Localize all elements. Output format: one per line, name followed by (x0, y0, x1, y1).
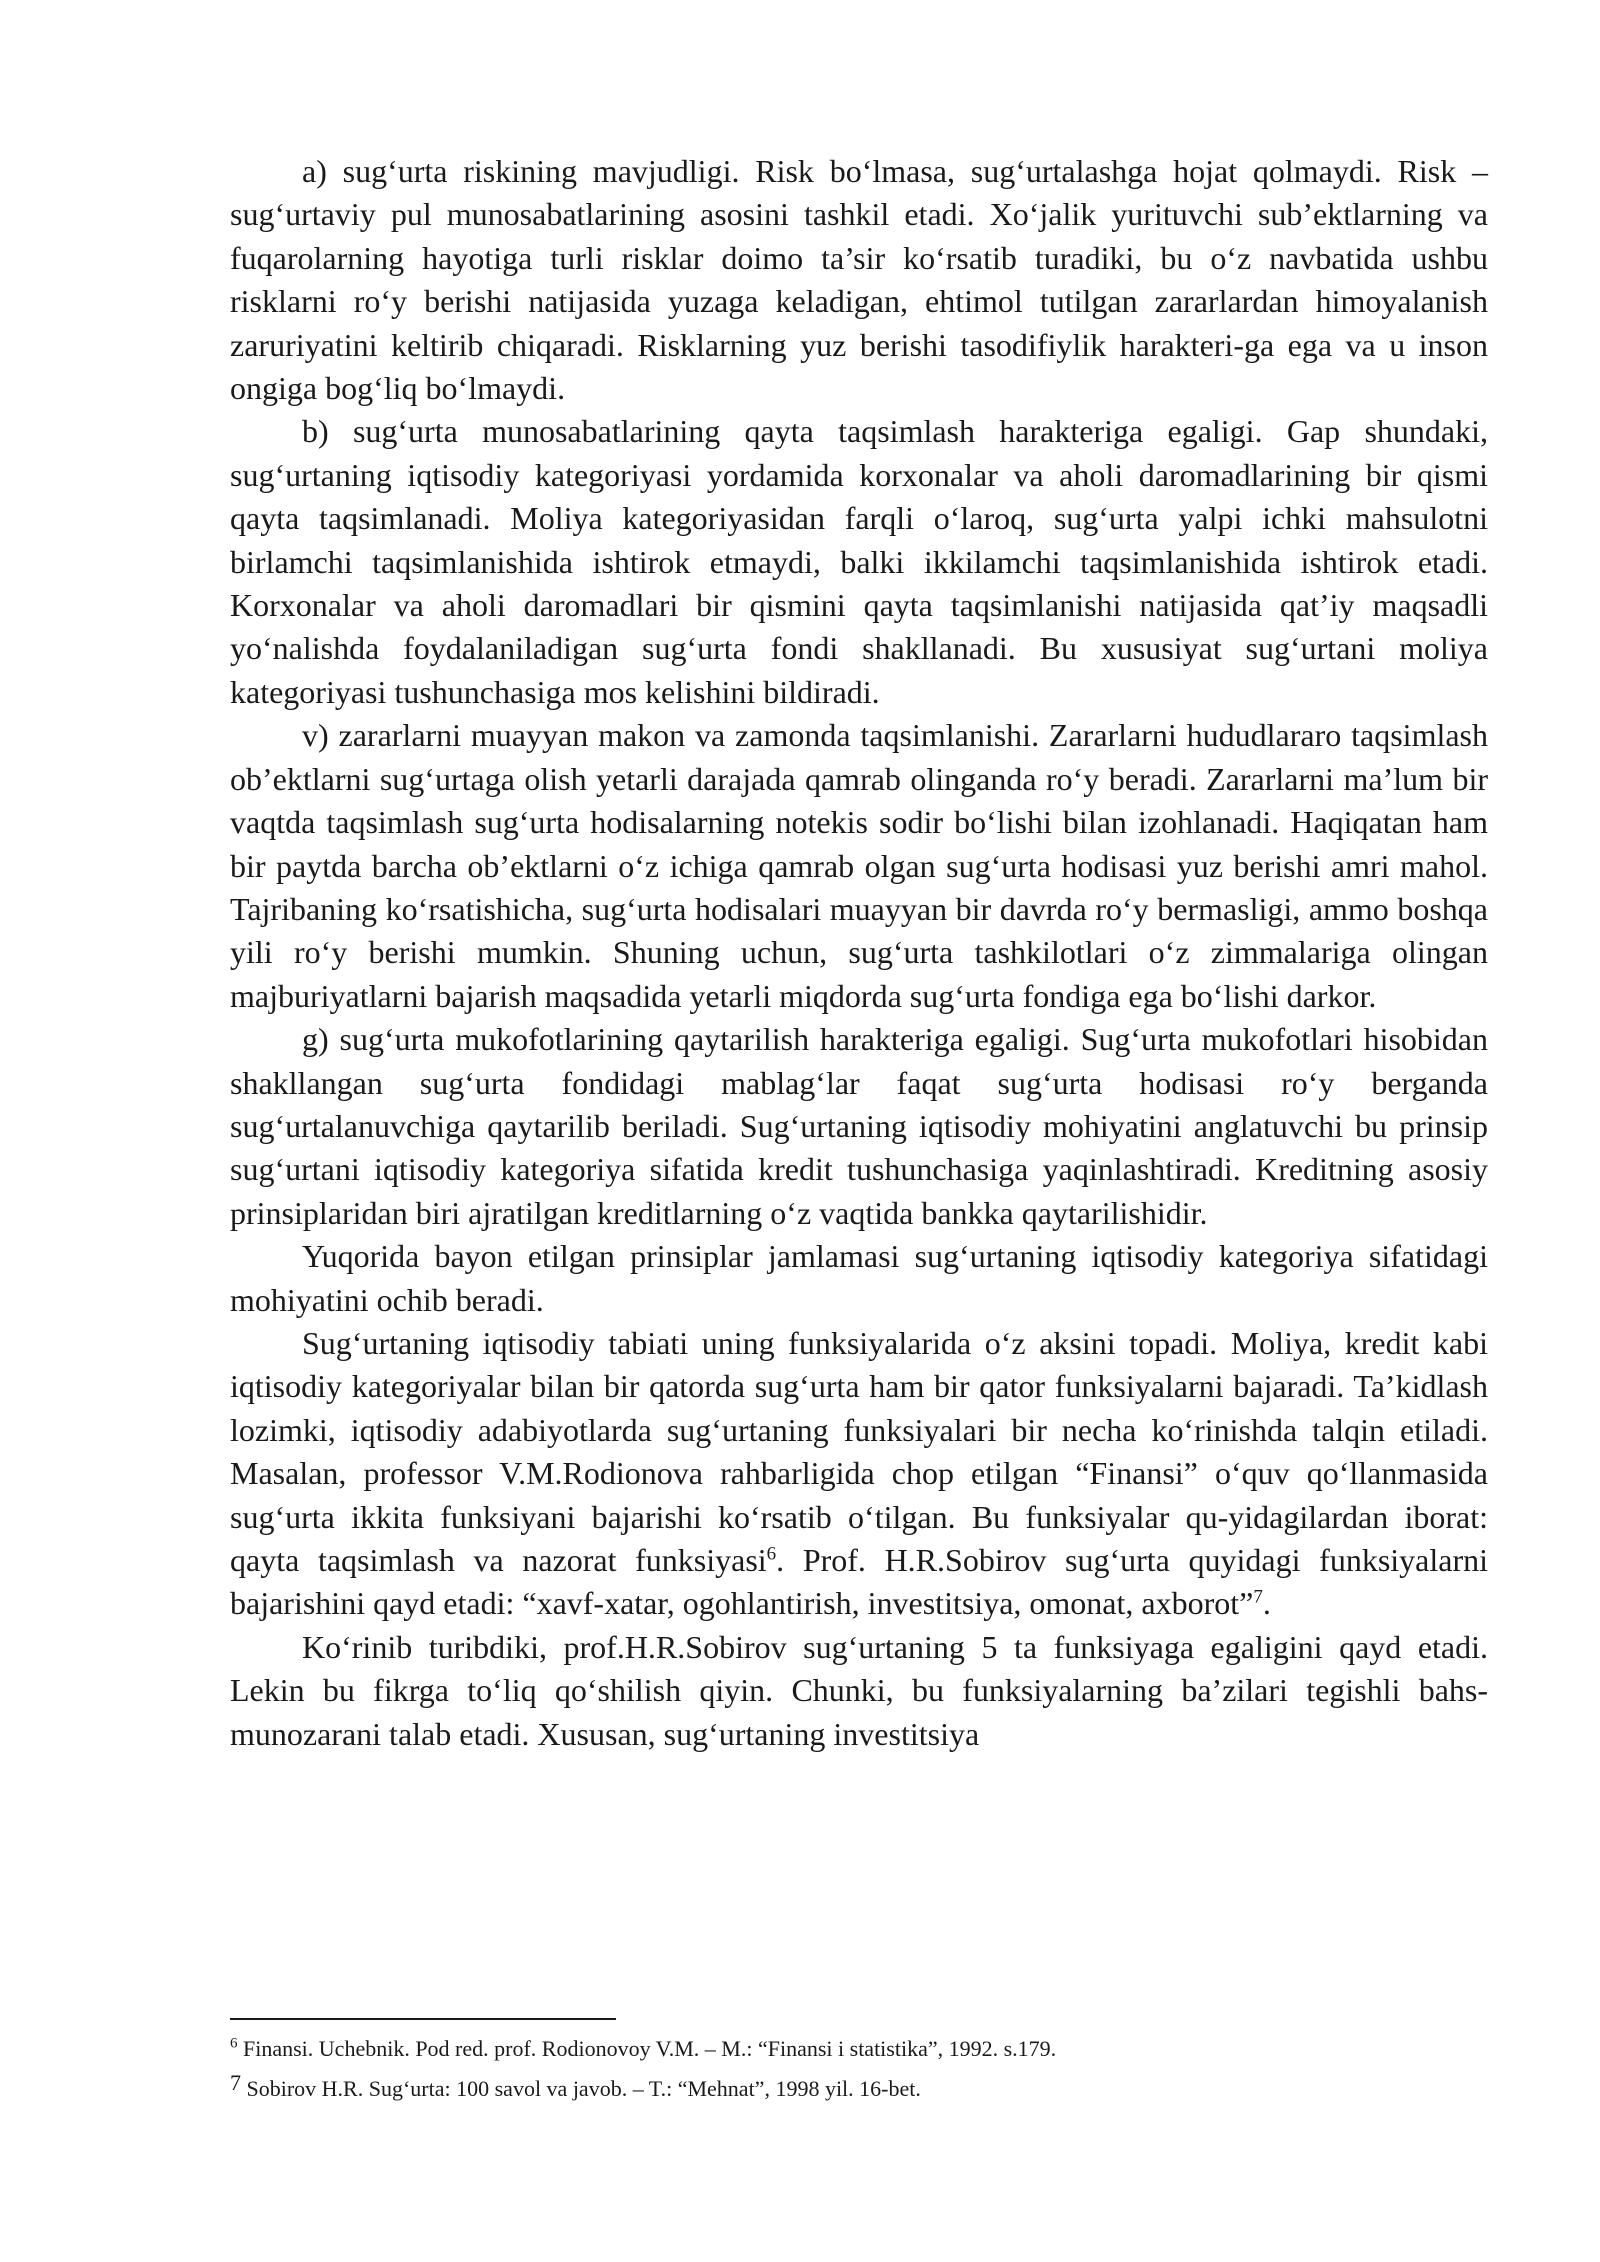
footnote-item (230, 2034, 1488, 2064)
paragraph-text: . Prof. H.R.Sobirov sug‘urta quyidagi funksiyalarni bajarishini qayd etadi: “xavf-xatar, ogohlantirish, investitsiya, omonat, axborot” (230, 1542, 1489, 1622)
footnote-number: 7 (230, 2070, 241, 2095)
paragraph-sobirov-critique: Ko‘rinib turibdiki, prof.H.R.Sobirov sug‘urtaning 5 ta funksiyaga egaligini qayd etadi. Lekin bu fikrga to‘liq qo‘shilish qiyin. Chunki, bu funksiyalarning ba’zilari tegishli bahs-munozarani talab etadi. Xususan, sug‘urtaning investitsiya (230, 1628, 1488, 1752)
paragraph-risk-existence: a) sug‘urta riskining mavjudligi. Risk bo‘lmasa, sug‘urtalashga hojat qolmaydi. Risk – sug‘urtaviy pul munosabatlarining asosini tashkil etadi. Xo‘jalik yurituvchi sub’ektlarning va fuqarolarning hayotiga turli risklar doimo ta’sir ko‘rsatib turadiki, bu o‘z navbatida ushbu risklarni ro‘y berishi natijasida yuzaga keladigan, ehtimol tutilgan zararlardan himoyalanish zaruriyatini keltirib chiqaradi. Risklarning yuz berishi tasodifiylik harakteri-ga ega va u inson ongiga bog‘liq bo‘lmaydi. (230, 153, 1488, 407)
paragraph-text: Sug‘urtaning iqtisodiy tabiati uning funksiyalarida o‘z aksini topadi. Moliya, kredit kabi iqtisodiy kategoriyalar bilan bir qatorda sug‘urta ham bir qator funksiyalarni bajaradi. Ta’kidlash lozimki, iqtisodiy adabiyotlarda sug‘urtaning funksiyalari bir necha ko‘rinishda talqin etiladi. Masalan, professor V.M.Rodionova rahbarligida chop etilgan “Finansi” o‘quv qo‘llanmasida sug‘urta ikkita funksiyani bajarishi ko‘rsatib o‘tilgan. Bu funksiyalar qu-yidagilardan iborat: qayta taqsimlash va nazorat funksiyasi (230, 1324, 1488, 1578)
document-body (230, 150, 1488, 1756)
paragraph-loss-distribution: v) zararlarni muayyan makon va zamonda taqsimlanishi. Zararlarni hududlararo taqsimlash ob’ektlarni sug‘urtaga olish yetarli darajada qamrab olinganda ro‘y beradi. Zararlarni ma’lum bir vaqtda taqsimlash sug‘urta hodisalarning notekis sodir bo‘lishi bilan izohlanadi. Haqiqatan ham bir paytda barcha ob’ektlarni o‘z ichiga qamrab olgan sug‘urta hodisasi yuz berishi amri mahol. Tajribaning ko‘rsatishicha, sug‘urta hodisalari muayyan bir davrda ro‘y bermasligi, ammo boshqa yili ro‘y berishi mumkin. Shuning uchun, sug‘urta tashkilotlari o‘z zimmalariga olingan majburiyatlarni bajarish maqsadida yetarli miqdorda sug‘urta fondiga ega bo‘lishi darkor. (230, 717, 1488, 1014)
footnotes (230, 2034, 1488, 2114)
paragraph-principles-summary: Yuqorida bayon etilgan prinsiplar jamlamasi sug‘urtaning iqtisodiy kategoriya sifatidagi mohiyatini ochib beradi. (230, 1238, 1488, 1318)
footnote-item (230, 2070, 1488, 2104)
footnote-reference[interactable]: 7 (1253, 1586, 1263, 1608)
paragraph-insurance-functions (230, 1322, 1488, 1626)
footnote-separator (230, 2018, 616, 2020)
footnote-text: Finansi. Uchebnik. Pod red. prof. Rodionovoy V.M. – M.: “Finansi i statistika”, 1992. s.179. (237, 2036, 1057, 2061)
paragraph-redistribution: b) sug‘urta munosabatlarining qayta taqsimlash harakteriga egaligi. Gap shundaki, sug‘urtaning iqtisodiy kategoriyasi yordamida korxonalar va aholi daromadlarining bir qismi qayta taqsimlanadi. Moliya kategoriyasidan farqli o‘laroq, sug‘urta yalpi ichki mahsulotni birlamchi taqsimlanishida ishtirok etmaydi, balki ikkilamchi taqsimlanishida ishtirok etadi. Korxonalar va aholi daromadlari bir qismini qayta taqsimlanishi natijasida qat’iy maqsadli yo‘nalishda foydalaniladigan sug‘urta fondi shakllanadi. Bu xususiyat sug‘urtani moliya kategoriyasi tushunchasiga mos kelishini bildiradi. (230, 413, 1488, 710)
footnote-number: 6 (230, 2035, 238, 2052)
paragraph-text: . (1262, 1585, 1271, 1622)
footnote-reference[interactable]: 6 (766, 1543, 777, 1565)
paragraph-premium-return: g) sug‘urta mukofotlarining qaytarilish harakteriga egaligi. Sug‘urta mukofotlari hisobidan shakllangan sug‘urta fondidagi mablag‘lar faqat sug‘urta hodisasi ro‘y berganda sug‘urtalanuvchiga qaytarilib beriladi. Sug‘urtaning iqtisodiy mohiyatini anglatuvchi bu prinsip sug‘urtani iqtisodiy kategoriya sifatida kredit tushunchasiga yaqinlashtiradi. Kreditning asosiy prinsiplaridan biri ajratilgan kreditlarning o‘z vaqtida bankka qaytarilishidir. (230, 1021, 1488, 1231)
footnote-text: Sobirov H.R. Sug‘urta: 100 savol va javob. – T.: “Mehnat”, 1998 yil. 16-bet. (241, 2076, 921, 2101)
